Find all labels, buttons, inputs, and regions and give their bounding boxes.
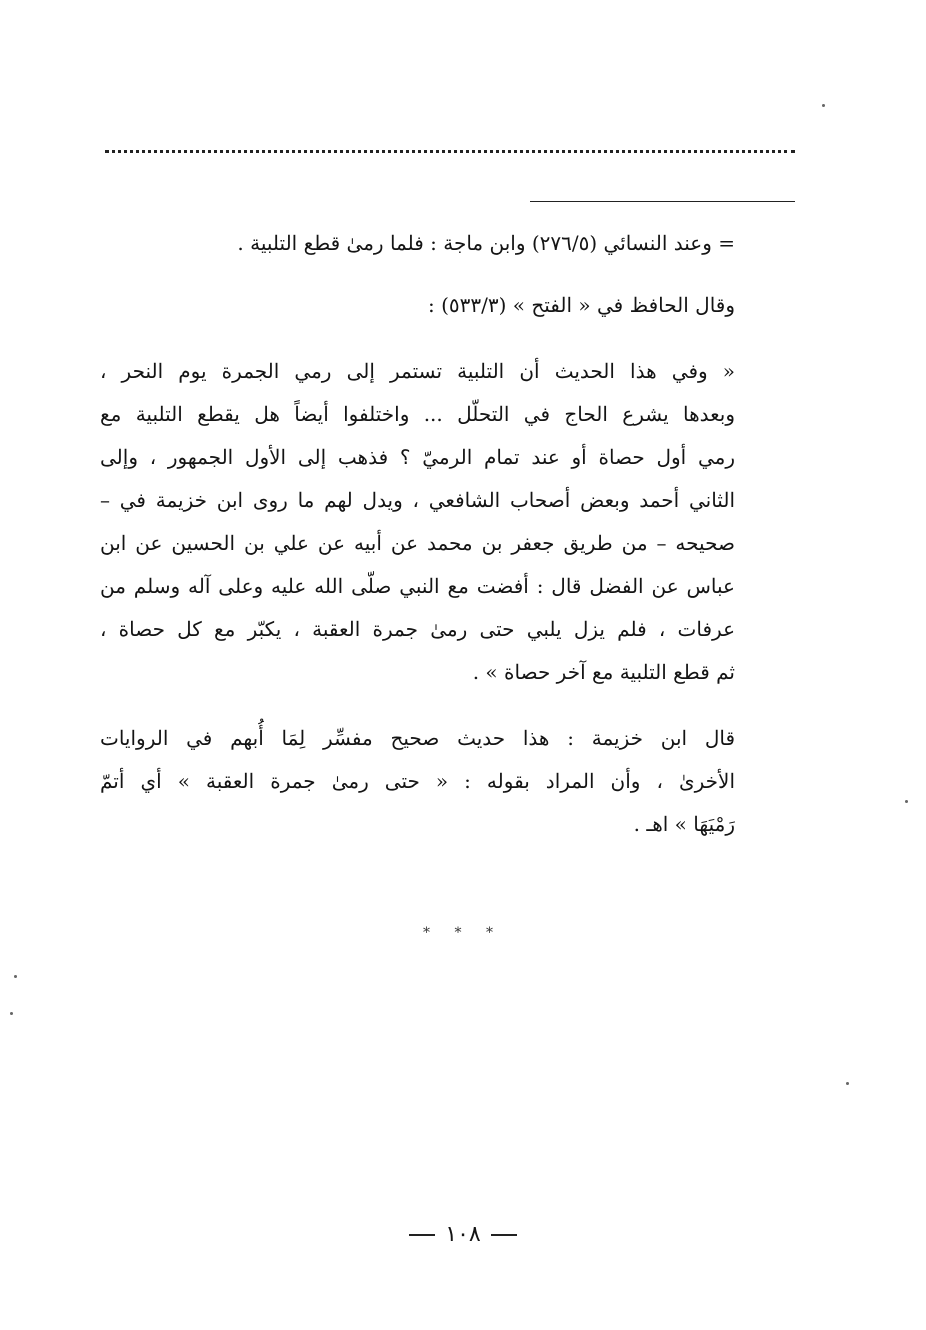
footnote-line-1 (100, 222, 735, 265)
scan-speck (905, 800, 908, 803)
section-separator: * * * (423, 925, 503, 941)
dash-left (491, 1234, 517, 1236)
footnote-text: وقال الحافظ في « الفتح » (٥٣٣/٣) : (427, 293, 735, 317)
paragraph-line: وبعدها يشرع الحاج في التحلّل ... واختلفوا أيضاً هل يقطع التلبية مع (100, 402, 735, 426)
dotted-separator (105, 150, 795, 153)
dash-right (409, 1234, 435, 1236)
footnote-rule (530, 201, 795, 202)
paragraph-line: عرفات ، فلم يزل يلبي حتى رمىٰ جمرة العقبة ، يكبّر مع كل حصاة ، (100, 617, 735, 641)
footnote-line-2 (100, 284, 735, 327)
page-number-footer (0, 1222, 926, 1247)
scan-speck (10, 1012, 13, 1015)
comment-paragraph (100, 717, 735, 846)
paragraph-line: « وفي هذا الحديث أن التلبية تستمر إلى رمي الجمرة يوم النحر ، (100, 359, 735, 383)
scan-speck (822, 104, 825, 107)
paragraph-line: الثاني أحمد وبعض أصحاب الشافعي ، ويدل لهم ما روى ابن خزيمة في – (100, 488, 735, 512)
paragraph-line: رمي أول حصاة أو عند تمام الرميّ ؟ فذهب إلى الأول الجمهور ، وإلى (100, 445, 735, 469)
page-number: ١٠٨ (445, 1222, 481, 1247)
paragraph-line: الأخرىٰ ، وأن المراد بقوله : « حتى رمىٰ جمرة العقبة » أي أتمّ (100, 769, 735, 793)
quoted-paragraph (100, 350, 735, 694)
paragraph-line: ثم قطع التلبية مع آخر حصاة » . (472, 660, 735, 684)
paragraph-line: رَمْيَهَا » اهـ . (633, 812, 735, 836)
footnote-text: = وعند النسائي (٢٧٦/٥) وابن ماجة : فلما رمىٰ قطع التلبية . (237, 231, 735, 255)
paragraph-line: عباس عن الفضل قال : أفضت مع النبي صلّى الله عليه وعلى آله وسلم من (100, 574, 735, 598)
paragraph-line: صحيحه – من طريق جعفر بن محمد عن أبيه عن علي بن الحسين عن ابن (100, 531, 735, 555)
scan-speck (846, 1082, 849, 1085)
paragraph-line: قال ابن خزيمة : هذا حديث صحيح مفسِّر لِمَا أُبهم في الروايات (100, 726, 735, 750)
scan-speck (14, 975, 17, 978)
